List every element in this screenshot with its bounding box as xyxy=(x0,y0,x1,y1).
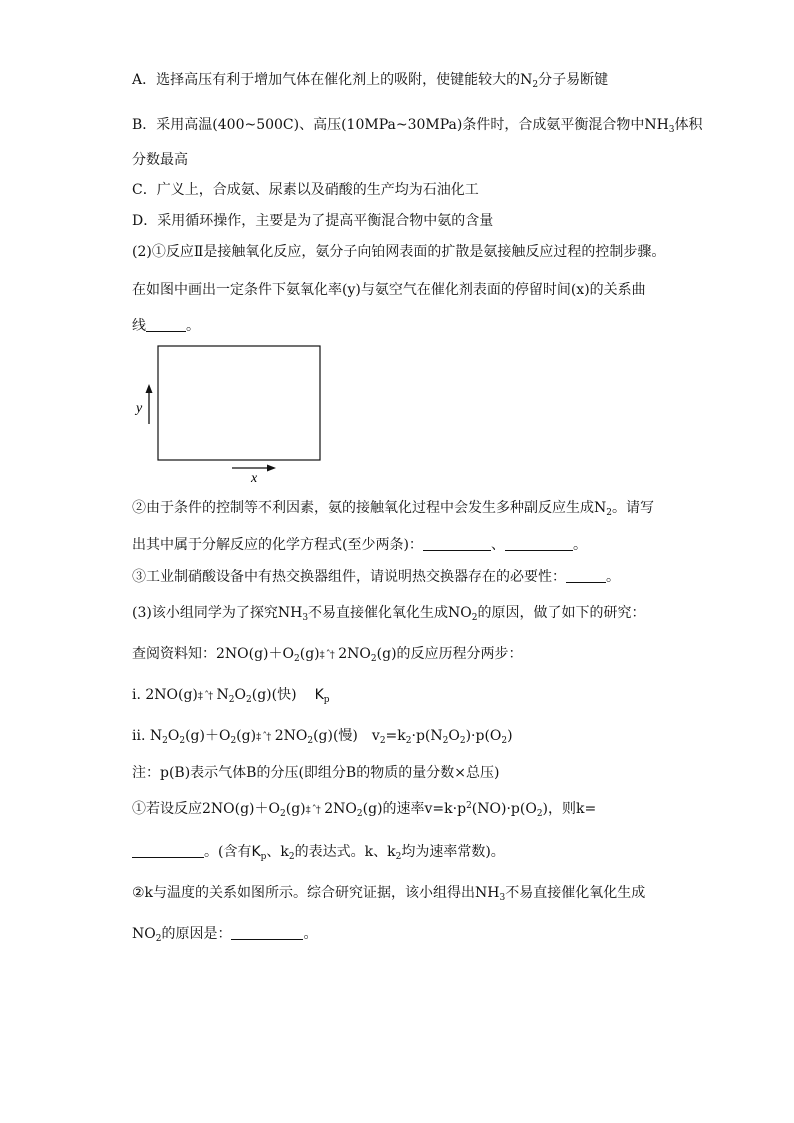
question-3-part1-cont: 。(含有$K_p$、$k_2$的表达式。k、$k_2$均为速率常数)。 xyxy=(132,843,505,861)
option-a: A．选择高压有利于增加气体在催化剂上的吸附，使键能较大的$N_2$分子易断键 xyxy=(132,72,609,90)
answer-blank[interactable] xyxy=(231,925,303,940)
reaction-overview: 查阅资料知：$2NO(g)+O_2(g)\ddagger$ ˆ† $2NO_2(g)$的反应历程分两步： xyxy=(132,646,523,664)
answer-blank[interactable] xyxy=(146,317,186,332)
question-2-line2: 在如图中画出一定条件下氨氧化率(y)与氨空气在催化剂表面的停留时间(x)的关系曲 xyxy=(132,282,646,298)
question-2-line1: (2)①反应Ⅱ是接触氧化反应，氨分子向铂网表面的扩散是氨接触反应过程的控制步骤。 xyxy=(132,244,666,260)
question-2-part2-line2: 出其中属于分解反应的化学方程式(至少两条)： 、 。 xyxy=(132,537,587,553)
question-2-part2-line1: ②由于条件的控制等不利因素，氨的接触氧化过程中会发生多种副反应生成$N_2$。请写 xyxy=(132,500,654,518)
option-d: D．采用循环操作，主要是为了提高平衡混合物中氨的含量 xyxy=(132,213,494,229)
step-ii: ii. $N_2O_2(g)+O_2(g)\ddagger$ ˆ† $2NO_2(g)$(慢) $v_2=k_2\cdot p(N_2O_2)\cdot p(O_2)$ xyxy=(132,728,513,746)
answer-blank[interactable] xyxy=(566,568,606,583)
option-b: B．采用高温(400~500C)、高压(10MPa~30MPa)条件时，合成氨平衡混合物中$NH_3$体积 xyxy=(132,117,703,135)
question-2-line3: 线 。 xyxy=(132,318,200,334)
answer-blank[interactable] xyxy=(423,536,491,551)
step-i: i. 2NO(g)‡ ˆ† $N_2O_2(g)$(快) $K_p$ xyxy=(132,687,330,705)
plot-frame xyxy=(158,346,320,460)
answer-blank[interactable] xyxy=(505,536,573,551)
y-axis-label: y xyxy=(136,401,143,416)
option-b-cont: 分数最高 xyxy=(132,152,188,168)
question-3-part2-cont: $NO_2$的原因是： 。 xyxy=(132,926,318,944)
x-axis-label: x xyxy=(251,471,258,486)
equilibrium-arrow-icon: ‡ ˆ† xyxy=(319,650,334,661)
equilibrium-arrow-icon: ‡ ˆ† xyxy=(197,691,213,702)
option-c: C．广义上，合成氨、尿素以及硝酸的生产均为石油化工 xyxy=(132,182,479,198)
x-arrow-head xyxy=(267,465,276,472)
answer-blank[interactable] xyxy=(132,843,204,858)
question-3-intro: (3)该小组同学为了探究$NH_3$不易直接催化氧化生成$NO_2$的原因，做了如下的研究： xyxy=(132,605,646,623)
question-2-part3: ③工业制硝酸设备中有热交换器组件，请说明热交换器存在的必要性： 。 xyxy=(132,569,620,585)
note: 注：p(B)表示气体B的分压(即组分B的物质的量分数×总压) xyxy=(132,765,500,781)
y-arrow-head xyxy=(146,384,153,393)
question-3-part2: ②k与温度的关系如图所示。综合研究证据，该小组得出$NH_3$不易直接催化氧化生成 xyxy=(132,885,646,903)
question-3-part1: ①若设反应$2NO(g)+O_2(g)\ddagger$ ˆ† $2NO_2(g)$的速率$v=k\cdot p^2(NO)\cdot p(O_2)$，则k= xyxy=(132,801,597,819)
equilibrium-arrow-icon: ‡ ˆ† xyxy=(256,732,271,743)
equilibrium-arrow-icon: ‡ ˆ† xyxy=(305,805,320,816)
blank-graph-figure xyxy=(128,338,328,488)
